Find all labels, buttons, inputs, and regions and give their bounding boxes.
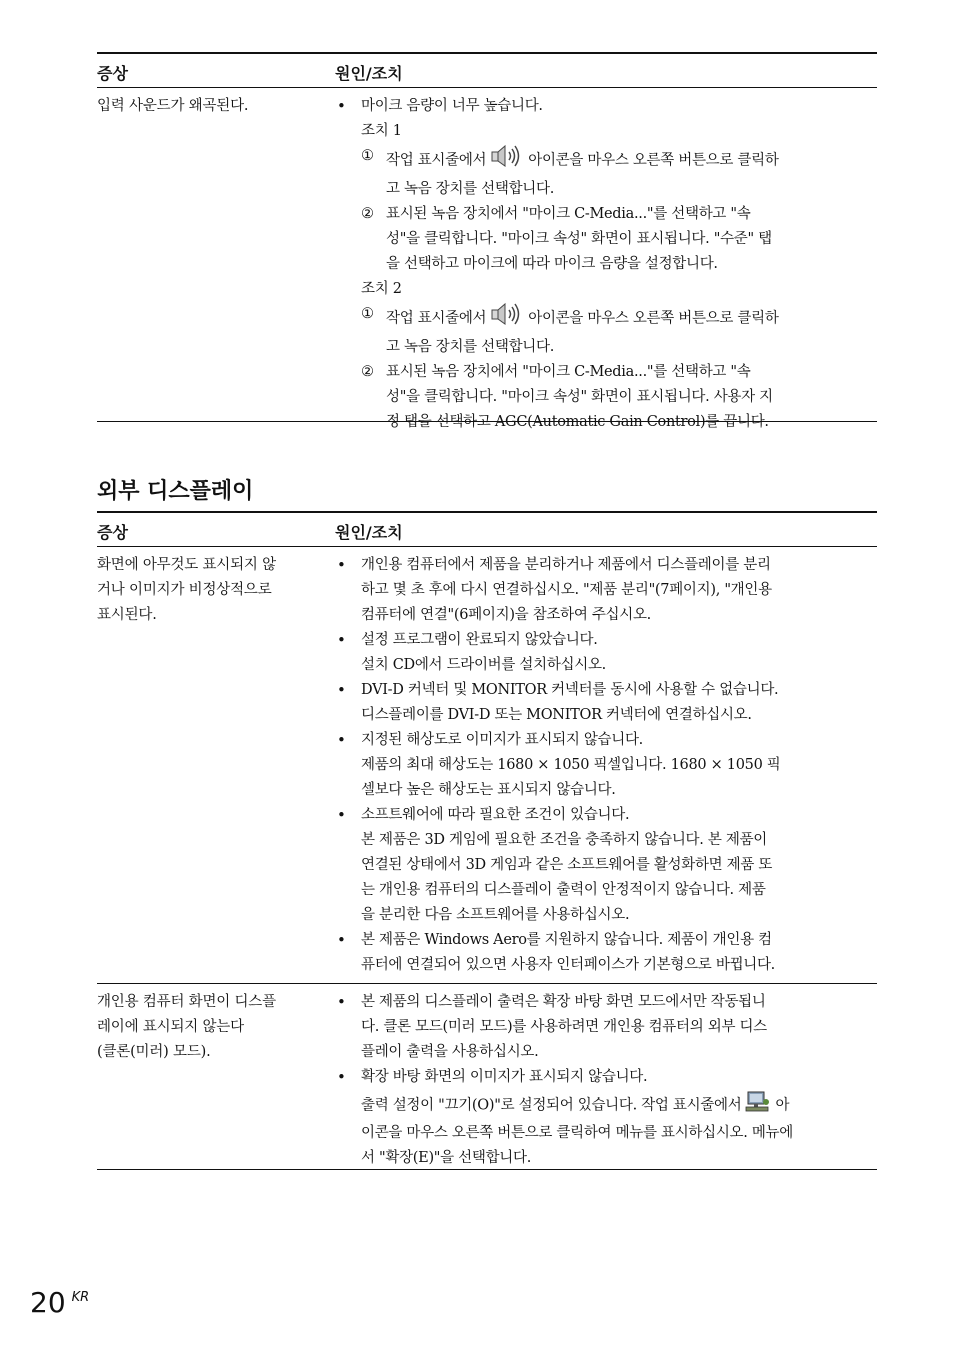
action-title: 조치 1: [361, 123, 402, 139]
bullet-line: 을 분리한 다음 소프트웨어를 사용하십시오.: [361, 907, 630, 923]
bullet-line: 설치 CD에서 드라이버를 설치하십시오.: [361, 657, 606, 673]
table-microphone: [97, 52, 877, 430]
bullet-line: 하고 몇 초 후에 다시 연결하십시오. "제품 분리"(7페이지), "개인용: [361, 582, 772, 598]
speaker-icon: [490, 302, 524, 335]
symptom-line: (클론(미러) 모드).: [97, 1044, 211, 1060]
bullet-line: 다. 클론 모드(미러 모드)를 사용하려면 개인용 컴퓨터의 외부 디스: [361, 1019, 767, 1035]
table-external-display: [97, 511, 877, 1170]
table-header: [97, 511, 877, 547]
cause-cell: [335, 88, 877, 441]
header-cause: 원인/조치: [335, 64, 403, 83]
page-number: [30, 1286, 89, 1319]
symptom-line: 화면에 아무것도 표시되지 않: [97, 557, 276, 573]
symptom-line: 레이에 표시되지 않는다: [97, 1019, 244, 1035]
action-title: 조치 2: [361, 281, 402, 297]
symptom-cell: 입력 사운드가 왜곡된다.: [97, 98, 249, 114]
step-number: ②: [361, 206, 374, 222]
bullet-line: • DVI-D 커넥터 및 MONITOR 커넥터를 동시에 사용할 수 없습니다.: [361, 682, 779, 698]
bullet-line: 는 개인용 컴퓨터의 디스플레이 출력이 안정적이지 않습니다. 제품: [361, 882, 766, 898]
bullet-line: 연결된 상태에서 3D 게임과 같은 소프트웨어를 활성화하면 제품 또: [361, 857, 773, 873]
bullet-line: 플레이 출력을 사용하십시오.: [361, 1044, 539, 1060]
display-icon: [745, 1090, 771, 1121]
symptom-cell: [97, 553, 325, 628]
bullet-line: 서 "확장(E)"을 선택합니다.: [361, 1150, 532, 1166]
step-text: 표시된 녹음 장치에서 "마이크 C-Media..."를 선택하고 "속: [386, 364, 751, 380]
page-number-value: 20: [30, 1286, 66, 1319]
step-text: 표시된 녹음 장치에서 "마이크 C-Media..."를 선택하고 "속: [386, 206, 751, 222]
bullet-item: [335, 928, 877, 978]
bullet-text: 아: [775, 1097, 790, 1114]
header-symptom: 증상: [97, 523, 128, 542]
step-text: 성"을 클릭합니다. "마이크 속성" 화면이 표시됩니다. 사용자 지: [386, 389, 773, 405]
bullet-line: 퓨터에 연결되어 있으면 사용자 인터페이스가 기본형으로 바뀝니다.: [361, 957, 775, 973]
bullet-item: [335, 1065, 877, 1171]
symptom-line: 표시된다.: [97, 607, 157, 623]
step-text: 작업 표시줄에서: [386, 152, 487, 169]
bullet-item: [335, 803, 877, 928]
bullet-line: • 설정 프로그램이 완료되지 않았습니다.: [361, 632, 598, 648]
step-number: ②: [361, 364, 374, 380]
cause-cell: [335, 547, 877, 984]
bullet-item: [335, 678, 877, 728]
bullet-item: [335, 628, 877, 678]
speaker-icon: [490, 144, 524, 177]
step-item: [361, 144, 877, 202]
step-text: 작업 표시줄에서: [386, 310, 487, 327]
header-cause: 원인/조치: [335, 523, 403, 542]
symptom-cell: [97, 990, 325, 1065]
cause-cell: [335, 984, 877, 1177]
symptom-line: 개인용 컴퓨터 화면이 디스플: [97, 994, 276, 1010]
bullet-item: [335, 990, 877, 1065]
table-row: [97, 547, 877, 984]
step-item: [361, 302, 877, 360]
bullet-line: 컴퓨터에 연결"(6페이지)을 참조하여 주십시오.: [361, 607, 651, 623]
step-text: 성"을 클릭합니다. "마이크 속성" 화면이 표시됩니다. "수준" 탭: [386, 231, 772, 247]
step-text: 아이콘을 마우스 오른쪽 버튼으로 클릭하: [528, 310, 779, 327]
table-row: [97, 984, 877, 1170]
bullet-line: 본 제품은 3D 게임에 필요한 조건을 충족하지 않습니다. 본 제품이: [361, 832, 768, 848]
bullet-line: • 본 제품은 Windows Aero를 지원하지 않습니다. 제품이 개인용 컴: [361, 932, 772, 948]
bullet-line: • 소프트웨어에 따라 필요한 조건이 있습니다.: [361, 807, 630, 823]
bullet-line: • 지정된 해상도로 이미지가 표시되지 않습니다.: [361, 732, 643, 748]
table-header: [97, 52, 877, 88]
bullet-text: 출력 설정이 "끄기(O)"로 설정되어 있습니다. 작업 표시줄에서: [361, 1097, 742, 1114]
symptom-line: 거나 이미지가 비정상적으로: [97, 582, 272, 598]
bullet-line: 제품의 최대 해상도는 1680 × 1050 픽셀입니다. 1680 × 1050 픽: [361, 757, 781, 773]
bullet-line: • 본 제품의 디스플레이 출력은 확장 바탕 화면 모드에서만 작동됩니: [361, 994, 766, 1010]
header-symptom: 증상: [97, 64, 128, 83]
bullet-item: [335, 553, 877, 628]
bullet-line: • 개인용 컴퓨터에서 제품을 분리하거나 제품에서 디스플레이를 분리: [361, 557, 771, 573]
section-title: 외부 디스플레이: [97, 479, 254, 504]
bullet-line: 디스플레이를 DVI-D 또는 MONITOR 커넥터에 연결하십시오.: [361, 707, 752, 723]
step-item: [361, 360, 877, 435]
bullet-line: • 확장 바탕 화면의 이미지가 표시되지 않습니다.: [361, 1069, 648, 1085]
step-item: [361, 202, 877, 277]
step-text: 아이콘을 마우스 오른쪽 버튼으로 클릭하: [528, 152, 779, 169]
step-text: 을 선택하고 마이크에 따라 마이크 음량을 설정합니다.: [386, 256, 718, 272]
step-number: ①: [361, 306, 374, 322]
step-text: 고 녹음 장치를 선택합니다.: [386, 181, 555, 197]
step-number: ①: [361, 148, 374, 164]
step-text: 정 탭을 선택하고 AGC(Automatic Gain Control)를 끕니다.: [386, 414, 769, 430]
step-text: 고 녹음 장치를 선택합니다.: [386, 339, 555, 355]
bullet-item: • 마이크 음량이 너무 높습니다.: [335, 94, 877, 119]
bullet-line: 셀보다 높은 해상도는 표시되지 않습니다.: [361, 782, 616, 798]
table-row: [97, 88, 877, 430]
bullet-line: 이콘을 마우스 오른쪽 버튼으로 클릭하여 메뉴를 표시하십시오. 메뉴에: [361, 1125, 793, 1141]
bullet-item: [335, 728, 877, 803]
page-language: KR: [71, 1290, 90, 1305]
